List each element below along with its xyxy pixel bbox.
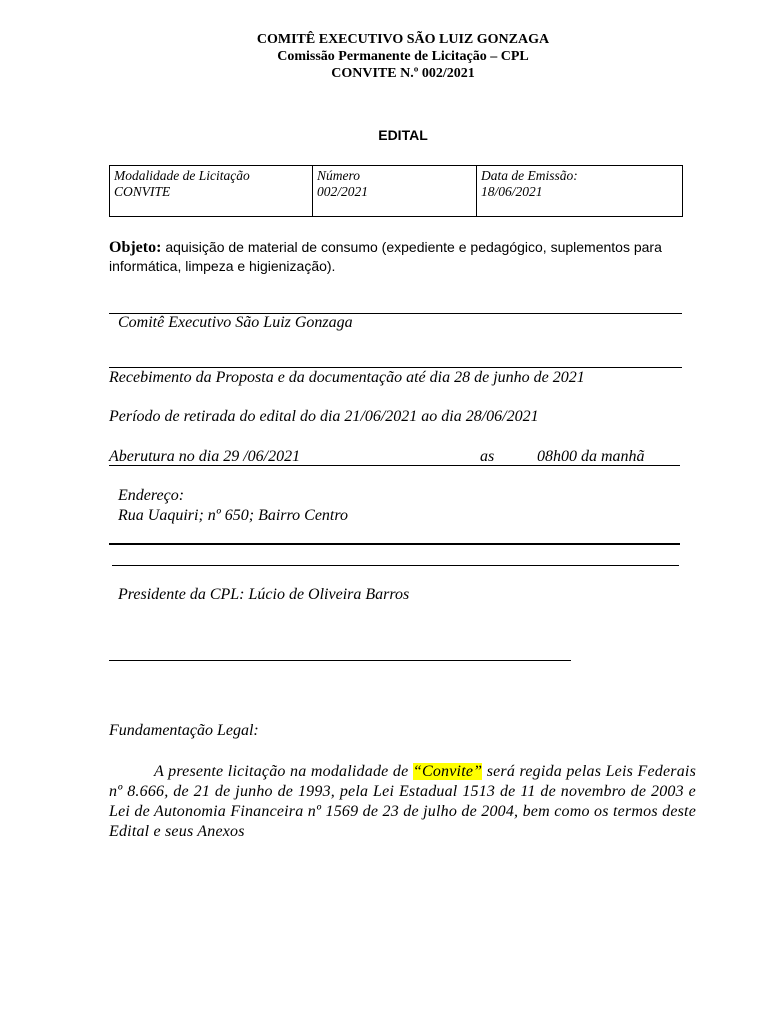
info-cell-numero [313, 166, 477, 217]
divider-line [112, 565, 679, 566]
edital-title: EDITAL [378, 127, 428, 143]
abertura-as: as [480, 448, 495, 465]
abertura-underline [109, 465, 680, 466]
endereco-value: Rua Uaquiri; nº 650; Bairro Centro [118, 507, 348, 524]
abertura-date: Aberutura no dia 29 /06/2021 [109, 448, 301, 465]
recebimento-text: Recebimento da Proposta e da documentação até dia 28 de junho de 2021 [109, 369, 585, 386]
header-convite-number: CONVITE N.º 002/2021 [331, 66, 475, 81]
committee-name: Comitê Executivo São Luiz Gonzaga [118, 314, 353, 331]
objeto-section [109, 238, 709, 276]
numero-label: Número [317, 168, 360, 183]
signature-line [109, 660, 571, 661]
presidente-text: Presidente da CPL: Lúcio de Oliveira Barros [118, 586, 410, 603]
endereco-label: Endereço: [118, 487, 185, 504]
header-commission: Comissão Permanente de Licitação – CPL [277, 49, 529, 64]
objeto-label: Objeto: [109, 239, 162, 256]
info-table [109, 165, 683, 217]
divider-line [109, 367, 682, 368]
fundamentacao-label: Fundamentação Legal: [109, 722, 259, 739]
data-emissao-label: Data de Emissão: [481, 168, 578, 183]
periodo-text: Período de retirada do edital do dia 21/06/2021 ao dia 28/06/2021 [109, 408, 539, 425]
numero-value: 002/2021 [317, 184, 369, 199]
para-after-text: será regida pelas Leis Federais nº 8.666, de 21 de junho de 1993, pela Lei Estadual 1513 de 11 de novembro de 2003 e Lei de Autonomia Financeira nº 1569 de 23 de julho de 2004, bem como os termos deste Edital e seus Anexos [109, 763, 696, 840]
para-before-text: A presente licitação na modalidade de [154, 763, 413, 780]
info-cell-data-emissao [477, 166, 683, 217]
convite-highlight: “Convite” [412, 763, 483, 780]
divider-line [109, 543, 680, 545]
modalidade-value: CONVITE [114, 184, 171, 199]
fundamentacao-paragraph [109, 762, 696, 842]
abertura-time: 08h00 da manhã [537, 448, 645, 465]
data-emissao-value: 18/06/2021 [481, 184, 543, 199]
header-title: COMITÊ EXECUTIVO SÃO LUIZ GONZAGA [256, 32, 550, 47]
objeto-text: aquisição de material de consumo (expediente e pedagógico, suplementos para informática, limpeza e higienização). [109, 239, 662, 274]
modalidade-label: Modalidade de Licitação [114, 168, 250, 183]
info-cell-modalidade [110, 166, 313, 217]
